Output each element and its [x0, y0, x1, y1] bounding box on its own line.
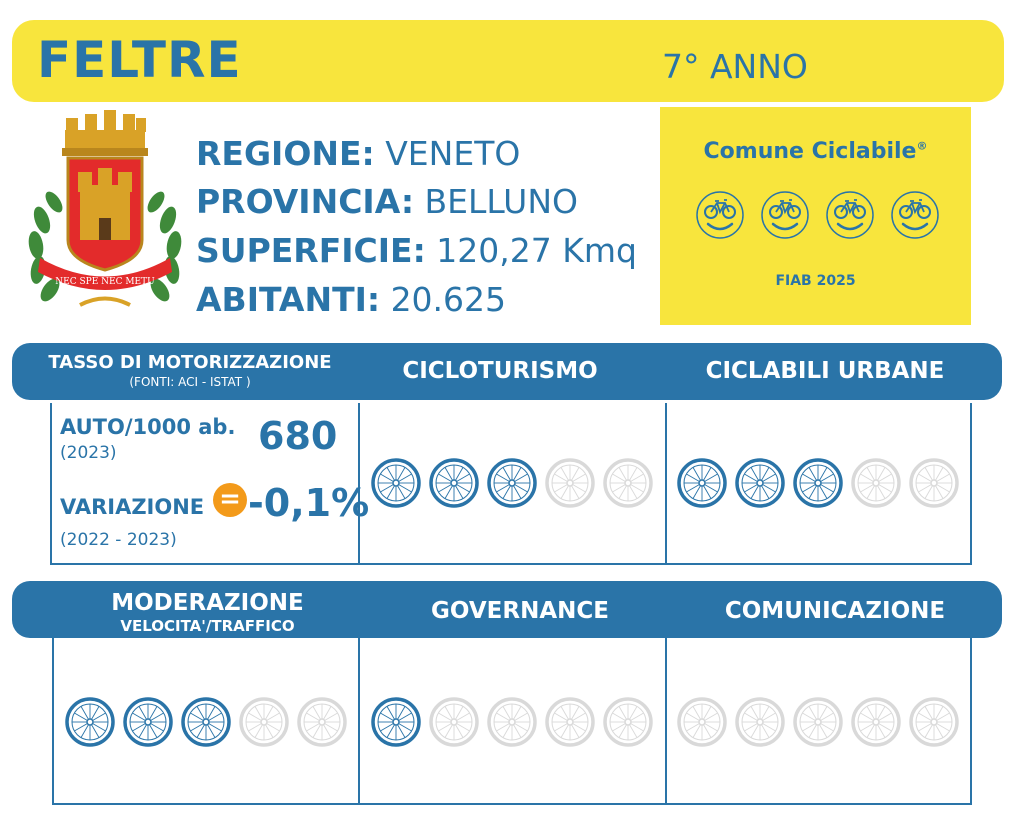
equal-icon: =: [213, 483, 247, 517]
auto-label: AUTO/1000 ab.: [60, 415, 236, 439]
info-province-value: BELLUNO: [424, 182, 578, 221]
wheel-inactive-icon: [676, 696, 728, 748]
auto-year: (2023): [60, 443, 117, 463]
wheel-inactive-icon: [850, 696, 902, 748]
bike-smile-icon: [825, 190, 875, 240]
info-area-label: SUPERFICIE:: [196, 231, 426, 270]
variation-value: -0,1%: [248, 481, 370, 525]
wheel-inactive-icon: [602, 696, 654, 748]
moderazione-subtitle: VELOCITA'/TRAFFICO: [120, 617, 295, 635]
comunicazione-rating: [676, 696, 966, 748]
info-population: [196, 278, 506, 322]
info-province-label: PROVINCIA:: [196, 182, 415, 221]
bike-smile-icon: [695, 190, 745, 240]
info-region: [196, 132, 520, 176]
info-province: [196, 180, 578, 224]
badge-footer: FIAB 2025: [775, 273, 856, 289]
info-population-label: ABITANTI:: [196, 280, 381, 319]
wheel-active-icon: [64, 696, 116, 748]
wheel-inactive-icon: [734, 696, 786, 748]
wheel-inactive-icon: [486, 696, 538, 748]
info-region-value: VENETO: [385, 134, 521, 173]
wheel-active-icon: [676, 457, 728, 509]
wheel-inactive-icon: [792, 696, 844, 748]
city-name: FELTRE: [37, 31, 242, 89]
variation-label: VARIAZIONE: [60, 495, 205, 519]
cicloturismo-title: CICLOTURISMO: [402, 358, 598, 384]
comune-ciclabile-badge: [660, 107, 971, 325]
moderazione-rating: [64, 696, 354, 748]
wheel-inactive-icon: [908, 457, 960, 509]
cicloturismo-rating: [370, 457, 660, 509]
wheel-active-icon: [122, 696, 174, 748]
edition-year: 7° ANNO: [662, 47, 808, 86]
wheel-active-icon: [486, 457, 538, 509]
wheel-active-icon: [370, 457, 422, 509]
wheel-inactive-icon: [544, 457, 596, 509]
wheel-inactive-icon: [602, 457, 654, 509]
motorization-title: TASSO DI MOTORIZZAZIONE: [48, 352, 332, 373]
governance-title: GOVERNANCE: [431, 598, 609, 624]
wheel-active-icon: [734, 457, 786, 509]
crest-motto: NEC SPE NEC METU: [55, 277, 155, 287]
wheel-inactive-icon: [544, 696, 596, 748]
info-area: [196, 229, 637, 273]
badge-icons: [695, 190, 940, 242]
governance-rating: [370, 696, 660, 748]
coat-of-arms-icon: [20, 110, 190, 320]
info-region-label: REGIONE:: [196, 134, 375, 173]
info-area-value: 120,27 Kmq: [436, 231, 637, 270]
comunicazione-title: COMUNICAZIONE: [724, 598, 946, 624]
moderazione-title: MODERAZIONE: [111, 590, 304, 616]
ciclabili-rating: [676, 457, 966, 509]
bike-smile-icon: [760, 190, 810, 240]
wheel-active-icon: [792, 457, 844, 509]
bike-smile-icon: [890, 190, 940, 240]
wheel-inactive-icon: [428, 696, 480, 748]
badge-title: Comune Ciclabile®: [703, 139, 928, 164]
info-population-value: 20.625: [390, 280, 507, 319]
ciclabili-title: CICLABILI URBANE: [705, 358, 945, 384]
wheel-active-icon: [428, 457, 480, 509]
wheel-inactive-icon: [238, 696, 290, 748]
motorization-source: (FONTI: ACI - ISTAT ): [129, 375, 251, 389]
wheel-inactive-icon: [296, 696, 348, 748]
wheel-inactive-icon: [850, 457, 902, 509]
variation-years: (2022 - 2023): [60, 530, 177, 550]
wheel-active-icon: [180, 696, 232, 748]
wheel-inactive-icon: [908, 696, 960, 748]
wheel-active-icon: [370, 696, 422, 748]
auto-value: 680: [258, 414, 338, 458]
